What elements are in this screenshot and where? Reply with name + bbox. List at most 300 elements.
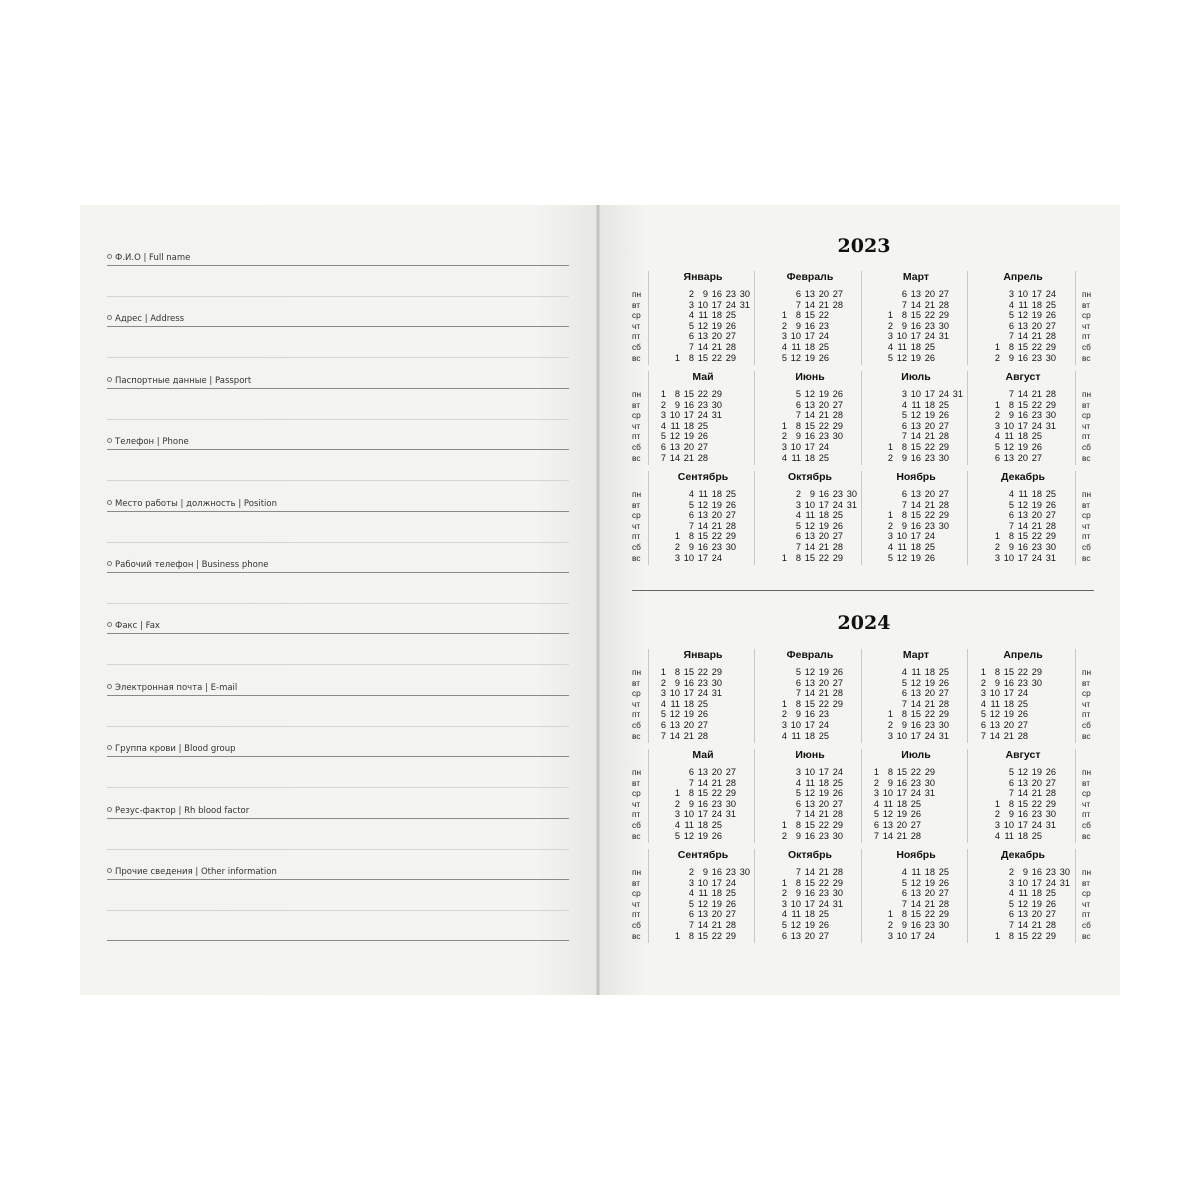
calendar-day: 21 bbox=[818, 688, 829, 699]
calendar-day: 28 bbox=[938, 898, 949, 909]
calendar-day: 29 bbox=[1045, 930, 1056, 941]
calendar-day: 16 bbox=[1017, 542, 1028, 552]
calendar-day: 28 bbox=[1017, 730, 1028, 741]
calendar-day: 18 bbox=[1031, 299, 1042, 310]
calendar-day: 17 bbox=[1003, 688, 1014, 699]
month-name: Январь bbox=[683, 649, 723, 661]
weekday-label: ср bbox=[1082, 688, 1091, 699]
calendar-day: 31 bbox=[832, 898, 843, 909]
calendar-day: 17 bbox=[711, 299, 722, 310]
calendar-day: 29 bbox=[832, 877, 843, 888]
field-input-line[interactable] bbox=[107, 633, 569, 634]
calendar-day: 29 bbox=[725, 788, 736, 799]
calendar-day: 16 bbox=[804, 431, 815, 442]
calendar-day: 23 bbox=[832, 489, 843, 499]
month-name: Октябрь bbox=[787, 471, 833, 483]
calendar-day: 23 bbox=[725, 289, 736, 299]
calendar-day: 10 bbox=[697, 877, 708, 888]
month-name: Февраль bbox=[786, 271, 834, 283]
calendar-day: 1 bbox=[994, 342, 1000, 352]
calendar-day: 15 bbox=[804, 552, 815, 563]
calendar-day: 28 bbox=[1045, 788, 1056, 799]
calendar-day: 1 bbox=[887, 310, 893, 321]
calendar-day: 9 bbox=[901, 520, 907, 531]
calendar-day: 21 bbox=[896, 830, 907, 841]
calendar-day: 16 bbox=[1017, 809, 1028, 820]
calendar-day: 19 bbox=[818, 389, 829, 399]
calendar-day: 11 bbox=[670, 698, 680, 709]
bullet-icon bbox=[107, 868, 112, 873]
calendar-day: 6 bbox=[660, 720, 666, 730]
calendar-day: 16 bbox=[1017, 410, 1028, 421]
calendar-day: 24 bbox=[924, 531, 935, 542]
calendar-day: 17 bbox=[924, 389, 935, 399]
calendar-day: 25 bbox=[818, 342, 829, 352]
field-input-line-extra[interactable] bbox=[107, 910, 569, 911]
calendar-day: 3 bbox=[674, 809, 680, 820]
calendar-day: 7 bbox=[660, 452, 666, 463]
calendar-day: 25 bbox=[697, 698, 708, 709]
calendar-day: 23 bbox=[924, 320, 935, 331]
calendar-day: 16 bbox=[910, 320, 921, 331]
calendar-day: 20 bbox=[818, 798, 829, 809]
calendar-day: 28 bbox=[1045, 389, 1056, 399]
calendar-day: 9 bbox=[901, 320, 907, 331]
calendar-day: 11 bbox=[883, 798, 893, 809]
calendar-day: 20 bbox=[1003, 720, 1014, 730]
calendar-day: 21 bbox=[818, 867, 829, 877]
calendar-day: 21 bbox=[1031, 389, 1042, 399]
calendar-day: 14 bbox=[910, 898, 921, 909]
calendar-day: 28 bbox=[1045, 331, 1056, 342]
field-input-line-secondary[interactable] bbox=[107, 787, 569, 788]
field-input-line[interactable] bbox=[107, 511, 569, 512]
calendar-day: 8 bbox=[1008, 531, 1014, 542]
calendar-day: 10 bbox=[669, 688, 680, 699]
calendar-day: 15 bbox=[697, 531, 708, 542]
calendar-day: 1 bbox=[781, 552, 787, 563]
weekday-label: вс bbox=[1082, 730, 1091, 741]
field-input-line-extra[interactable] bbox=[107, 940, 569, 941]
calendar-day: 20 bbox=[818, 531, 829, 542]
weekday-label: вс bbox=[632, 552, 641, 563]
column-separator bbox=[1075, 471, 1076, 565]
calendar-day: 24 bbox=[818, 442, 829, 452]
calendar-day: 30 bbox=[725, 798, 736, 809]
calendar-day: 24 bbox=[1031, 420, 1042, 431]
weekday-label: вс bbox=[1082, 552, 1091, 563]
calendar-day: 3 bbox=[781, 331, 787, 342]
column-separator bbox=[648, 371, 649, 465]
calendar-day: 21 bbox=[924, 499, 935, 510]
calendar-day: 22 bbox=[697, 667, 708, 677]
calendar-day: 28 bbox=[697, 730, 708, 741]
field-label-text: Рабочий телефон | Business phone bbox=[115, 560, 269, 570]
weekday-label: пт bbox=[632, 431, 641, 442]
calendar-day: 4 bbox=[901, 667, 907, 677]
field-input-line[interactable] bbox=[107, 326, 569, 327]
calendar-day: 14 bbox=[804, 688, 815, 699]
field-input-line-secondary[interactable] bbox=[107, 849, 569, 850]
weekday-label: вт bbox=[1082, 877, 1091, 888]
calendar-day: 12 bbox=[683, 830, 694, 841]
calendar-day: 30 bbox=[938, 320, 949, 331]
calendar-day: 1 bbox=[660, 667, 666, 677]
field-input-line[interactable] bbox=[107, 572, 569, 573]
weekday-label: пт bbox=[632, 809, 641, 820]
weekday-label: чт bbox=[632, 698, 641, 709]
field-input-line-secondary[interactable] bbox=[107, 419, 569, 420]
calendar-day: 19 bbox=[711, 898, 722, 909]
calendar-day: 18 bbox=[818, 777, 829, 788]
calendar-day: 9 bbox=[901, 452, 907, 463]
weekday-label: вс bbox=[632, 830, 641, 841]
calendar-day: 3 bbox=[887, 730, 893, 741]
calendar-day: 7 bbox=[1008, 331, 1014, 342]
calendar-day: 14 bbox=[910, 299, 921, 310]
calendar-day: 25 bbox=[818, 730, 829, 741]
weekday-label: сб bbox=[632, 920, 641, 930]
calendar-day: 14 bbox=[882, 830, 893, 841]
calendar-day: 4 bbox=[901, 399, 907, 410]
calendar-day: 29 bbox=[924, 767, 935, 777]
calendar-day: 5 bbox=[901, 877, 907, 888]
calendar-day: 26 bbox=[1017, 709, 1028, 720]
weekday-label: вт bbox=[632, 299, 641, 310]
calendar-day: 7 bbox=[901, 431, 907, 442]
calendar-day: 25 bbox=[832, 777, 843, 788]
calendar-day: 23 bbox=[818, 888, 829, 899]
calendar-day: 18 bbox=[804, 730, 815, 741]
calendar-day: 6 bbox=[660, 442, 666, 452]
calendar-day: 27 bbox=[832, 798, 843, 809]
field-label-text: Группа крови | Blood group bbox=[115, 744, 236, 755]
calendar-day: 8 bbox=[688, 531, 694, 542]
calendar-day: 14 bbox=[804, 299, 815, 310]
calendar-day: 17 bbox=[804, 720, 815, 730]
column-separator bbox=[861, 271, 862, 365]
calendar-day: 27 bbox=[1045, 320, 1056, 331]
weekday-label: вс bbox=[1082, 452, 1091, 463]
calendar-day: 20 bbox=[711, 767, 722, 777]
weekday-label: сб bbox=[1082, 442, 1091, 452]
calendar-day: 3 bbox=[795, 767, 801, 777]
calendar-day: 2 bbox=[674, 798, 680, 809]
calendar-day: 4 bbox=[795, 510, 801, 521]
calendar-day: 30 bbox=[1059, 867, 1070, 877]
weekday-label: пт bbox=[632, 531, 641, 542]
calendar-day: 1 bbox=[873, 767, 879, 777]
calendar-day: 15 bbox=[1017, 798, 1028, 809]
calendar-day: 3 bbox=[781, 898, 787, 909]
month-name: Ноябрь bbox=[896, 471, 936, 483]
calendar-day: 13 bbox=[697, 909, 708, 920]
calendar-day: 14 bbox=[804, 542, 815, 552]
column-separator bbox=[861, 371, 862, 465]
calendar-day: 23 bbox=[818, 830, 829, 841]
calendar-day: 7 bbox=[1008, 520, 1014, 531]
calendar-day: 4 bbox=[1008, 888, 1014, 899]
calendar-day: 6 bbox=[994, 452, 1000, 463]
field-input-line[interactable] bbox=[107, 756, 569, 757]
calendar-day: 10 bbox=[1003, 820, 1014, 830]
calendar-day: 8 bbox=[901, 310, 907, 321]
weekday-label: вс bbox=[632, 452, 641, 463]
field-label bbox=[107, 437, 189, 447]
calendar-day: 28 bbox=[832, 809, 843, 820]
calendar-day: 26 bbox=[1045, 898, 1056, 909]
calendar-day: 12 bbox=[896, 552, 907, 563]
calendar-day: 28 bbox=[938, 431, 949, 442]
calendar-day: 26 bbox=[818, 920, 829, 930]
calendar-day: 13 bbox=[804, 531, 815, 542]
calendar-day: 23 bbox=[924, 520, 935, 531]
calendar-day: 15 bbox=[804, 698, 815, 709]
month-name: Август bbox=[1005, 371, 1041, 383]
calendar-day: 24 bbox=[697, 688, 708, 699]
calendar-day: 8 bbox=[795, 552, 801, 563]
calendar-day: 4 bbox=[688, 888, 694, 899]
weekday-label: сб bbox=[1082, 720, 1091, 730]
calendar-day: 25 bbox=[1045, 489, 1056, 499]
calendar-day: 14 bbox=[804, 867, 815, 877]
calendar-day: 2 bbox=[781, 888, 787, 899]
field-input-line[interactable] bbox=[107, 265, 569, 266]
field-label-text: Адрес | Address bbox=[115, 314, 185, 325]
weekday-label: вт bbox=[632, 677, 641, 688]
field-input-line[interactable] bbox=[107, 449, 569, 450]
column-separator bbox=[967, 749, 968, 843]
field-label-text: Телефон | Phone bbox=[115, 437, 189, 448]
calendar-day: 6 bbox=[795, 677, 801, 688]
calendar-day: 1 bbox=[994, 930, 1000, 941]
calendar-day: 5 bbox=[688, 499, 694, 510]
calendar-day: 26 bbox=[938, 677, 949, 688]
field-input-line-secondary[interactable] bbox=[107, 480, 569, 481]
calendar-day: 12 bbox=[669, 709, 680, 720]
calendar-day: 20 bbox=[1031, 909, 1042, 920]
month-name: Август bbox=[1005, 749, 1041, 761]
weekday-label: чт bbox=[632, 420, 641, 431]
calendar-day: 19 bbox=[1003, 709, 1014, 720]
calendar-day: 28 bbox=[832, 299, 843, 310]
calendar-day: 11 bbox=[1004, 830, 1014, 841]
calendar-day: 16 bbox=[910, 920, 921, 930]
calendar-day: 8 bbox=[901, 709, 907, 720]
calendar-day: 26 bbox=[725, 320, 736, 331]
month-name: Декабрь bbox=[1001, 849, 1045, 861]
column-separator bbox=[1075, 271, 1076, 365]
calendar-day: 8 bbox=[674, 667, 680, 677]
calendar-day: 6 bbox=[901, 489, 907, 499]
notebook-spine bbox=[596, 205, 600, 995]
calendar-day: 11 bbox=[698, 310, 708, 321]
calendar-day: 25 bbox=[818, 452, 829, 463]
field-input-line[interactable] bbox=[107, 388, 569, 389]
calendar-day: 5 bbox=[1008, 310, 1014, 321]
calendar-day: 9 bbox=[809, 489, 815, 499]
weekday-label: ср bbox=[632, 888, 641, 899]
calendar-day: 3 bbox=[994, 420, 1000, 431]
weekday-label: ср bbox=[1082, 510, 1091, 521]
calendar-day: 10 bbox=[790, 720, 801, 730]
field-input-line-secondary[interactable] bbox=[107, 664, 569, 665]
field-input-line-secondary[interactable] bbox=[107, 542, 569, 543]
calendar-day: 27 bbox=[938, 489, 949, 499]
calendar-day: 10 bbox=[683, 552, 694, 563]
field-input-line[interactable] bbox=[107, 879, 569, 880]
calendar-day: 14 bbox=[1017, 788, 1028, 799]
calendar-day: 14 bbox=[910, 431, 921, 442]
calendar-day: 19 bbox=[924, 677, 935, 688]
calendar-day: 13 bbox=[882, 820, 893, 830]
calendar-day: 30 bbox=[739, 867, 750, 877]
calendar-day: 4 bbox=[660, 698, 666, 709]
year-title: 2024 bbox=[837, 612, 891, 634]
calendar-day: 9 bbox=[688, 798, 694, 809]
calendar-day: 22 bbox=[818, 310, 829, 321]
calendar-day: 15 bbox=[697, 788, 708, 799]
calendar-day: 24 bbox=[818, 898, 829, 909]
calendar-day: 13 bbox=[697, 331, 708, 342]
calendar-day: 15 bbox=[804, 420, 815, 431]
calendar-day: 28 bbox=[938, 698, 949, 709]
calendar-day: 16 bbox=[711, 289, 722, 299]
calendar-day: 20 bbox=[711, 510, 722, 521]
calendar-day: 18 bbox=[924, 399, 935, 410]
calendar-day: 16 bbox=[804, 888, 815, 899]
calendar-day: 31 bbox=[846, 499, 857, 510]
field-input-line-secondary[interactable] bbox=[107, 296, 569, 297]
calendar-day: 27 bbox=[818, 930, 829, 941]
calendar-day: 19 bbox=[818, 520, 829, 531]
calendar-day: 11 bbox=[911, 399, 921, 410]
calendar-day: 25 bbox=[697, 420, 708, 431]
calendar-day: 7 bbox=[688, 777, 694, 788]
calendar-day: 18 bbox=[1003, 698, 1014, 709]
calendar-day: 5 bbox=[901, 410, 907, 421]
calendar-day: 16 bbox=[910, 720, 921, 730]
calendar-day: 22 bbox=[1031, 930, 1042, 941]
calendar-day: 12 bbox=[804, 389, 815, 399]
field-label-text: Резус-фактор | Rh blood factor bbox=[115, 805, 250, 816]
calendar-day: 26 bbox=[938, 410, 949, 421]
calendar-day: 23 bbox=[818, 431, 829, 442]
calendar-day: 22 bbox=[924, 310, 935, 321]
field-input-line-secondary[interactable] bbox=[107, 603, 569, 604]
calendar-day: 4 bbox=[1008, 489, 1014, 499]
calendar-day: 3 bbox=[901, 389, 907, 399]
calendar-day: 13 bbox=[697, 510, 708, 521]
calendar-day: 23 bbox=[1045, 867, 1056, 877]
calendar-day: 27 bbox=[725, 909, 736, 920]
calendar-day: 2 bbox=[887, 520, 893, 531]
weekday-label: чт bbox=[1082, 420, 1091, 431]
field-input-line[interactable] bbox=[107, 695, 569, 696]
bullet-icon bbox=[107, 500, 112, 505]
calendar-day: 6 bbox=[1008, 777, 1014, 788]
calendar-day: 14 bbox=[697, 920, 708, 930]
calendar-day: 10 bbox=[1017, 877, 1028, 888]
calendar-day: 16 bbox=[804, 830, 815, 841]
month-name: Сентябрь bbox=[677, 471, 729, 483]
bullet-icon bbox=[107, 254, 112, 259]
calendar-day: 29 bbox=[832, 420, 843, 431]
calendar-day: 12 bbox=[669, 431, 680, 442]
weekday-label: пт bbox=[632, 709, 641, 720]
calendar-day: 9 bbox=[674, 677, 680, 688]
field-label-text: Прочие сведения | Other information bbox=[115, 867, 277, 877]
year-divider bbox=[632, 590, 1094, 591]
calendar-day: 10 bbox=[790, 442, 801, 452]
calendar-day: 6 bbox=[873, 820, 879, 830]
calendar-day: 19 bbox=[924, 410, 935, 421]
calendar-day: 22 bbox=[818, 698, 829, 709]
calendar-day: 14 bbox=[804, 410, 815, 421]
calendar-day: 15 bbox=[910, 310, 921, 321]
field-input-line-secondary[interactable] bbox=[107, 726, 569, 727]
column-separator bbox=[648, 849, 649, 943]
weekday-label: сб bbox=[1082, 820, 1091, 830]
calendar-day: 30 bbox=[1031, 677, 1042, 688]
calendar-day: 28 bbox=[832, 542, 843, 552]
calendar-day: 18 bbox=[711, 489, 722, 499]
field-input-line[interactable] bbox=[107, 818, 569, 819]
calendar-day: 24 bbox=[1017, 688, 1028, 699]
field-input-line-secondary[interactable] bbox=[107, 357, 569, 358]
calendar-day: 12 bbox=[1017, 767, 1028, 777]
weekday-label: ср bbox=[1082, 788, 1091, 799]
calendar-day: 25 bbox=[1031, 830, 1042, 841]
calendar-day: 1 bbox=[674, 531, 680, 542]
field-label bbox=[107, 806, 249, 816]
calendar-day: 2 bbox=[980, 677, 986, 688]
calendar-day: 28 bbox=[910, 830, 921, 841]
calendar-day: 22 bbox=[1031, 531, 1042, 542]
calendar-day: 7 bbox=[901, 898, 907, 909]
calendar-day: 2 bbox=[887, 720, 893, 730]
calendar-day: 13 bbox=[1017, 320, 1028, 331]
calendar-day: 16 bbox=[1017, 352, 1028, 363]
calendar-day: 18 bbox=[697, 820, 708, 830]
calendar-day: 3 bbox=[887, 531, 893, 542]
calendar-day: 17 bbox=[804, 442, 815, 452]
calendar-day: 14 bbox=[1017, 920, 1028, 930]
calendar-day: 26 bbox=[832, 389, 843, 399]
calendar-day: 9 bbox=[1008, 352, 1014, 363]
calendar-day: 3 bbox=[688, 299, 694, 310]
calendar-day: 29 bbox=[711, 389, 722, 399]
calendar-day: 13 bbox=[804, 399, 815, 410]
calendar-day: 10 bbox=[882, 788, 893, 799]
calendar-day: 16 bbox=[683, 677, 694, 688]
calendar-day: 22 bbox=[924, 510, 935, 521]
calendar-day: 22 bbox=[1017, 667, 1028, 677]
calendar-day: 7 bbox=[901, 299, 907, 310]
calendar-day: 30 bbox=[1045, 809, 1056, 820]
calendar-day: 20 bbox=[896, 820, 907, 830]
calendar-day: 17 bbox=[711, 877, 722, 888]
calendar-day: 13 bbox=[1003, 452, 1014, 463]
weekday-label: пт bbox=[1082, 331, 1091, 342]
calendar-day: 21 bbox=[1031, 331, 1042, 342]
column-separator bbox=[1075, 649, 1076, 743]
calendar-day: 5 bbox=[795, 520, 801, 531]
calendar-day: 22 bbox=[711, 930, 722, 941]
calendar-day: 22 bbox=[818, 420, 829, 431]
weekday-label: пн bbox=[632, 767, 642, 777]
calendar-day: 4 bbox=[887, 342, 893, 352]
